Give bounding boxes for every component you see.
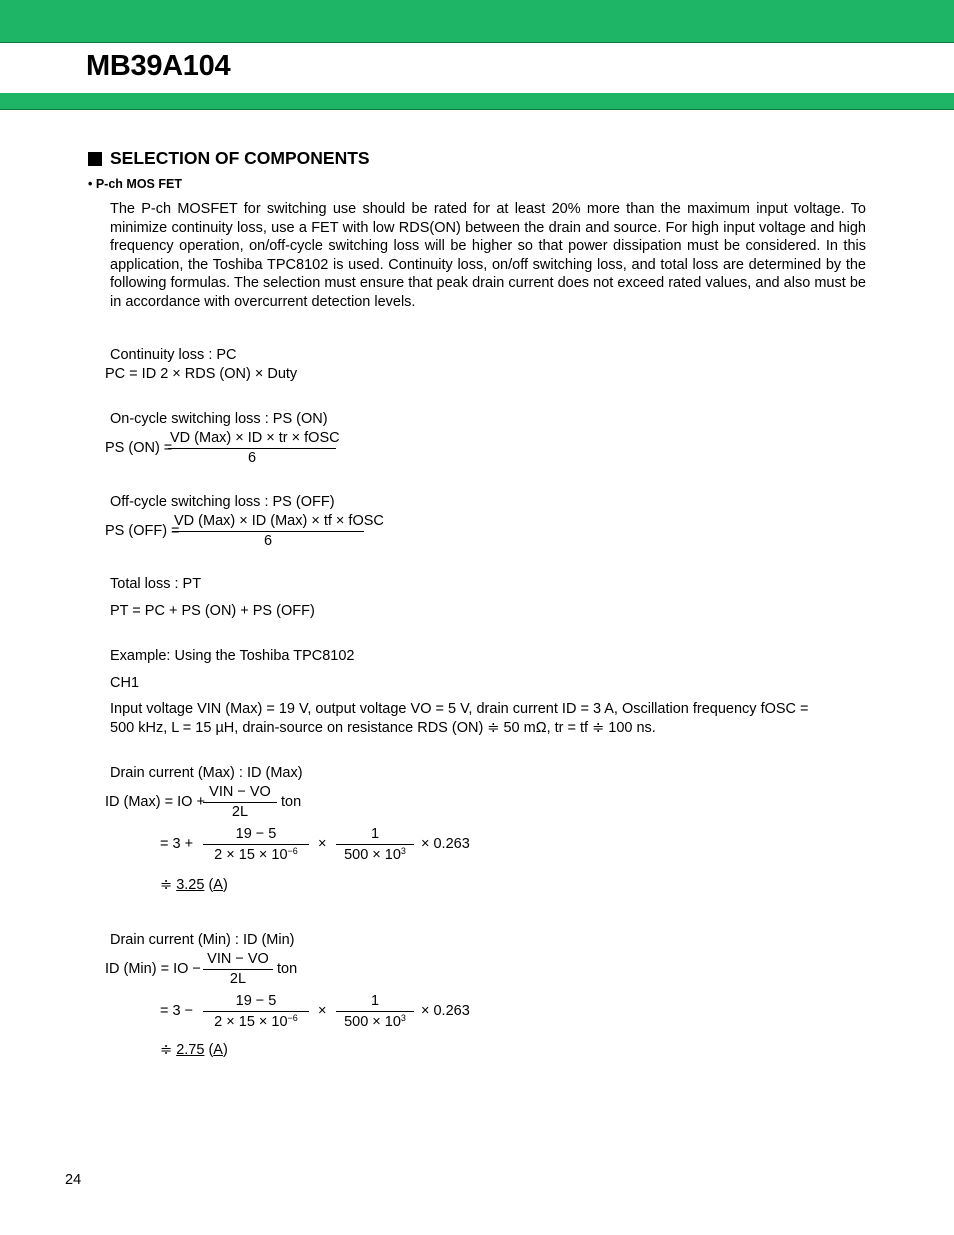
- drain-max-factor: × 0.263: [421, 836, 470, 852]
- off-cycle-loss-label: Off-cycle switching loss : PS (OFF): [110, 494, 335, 510]
- total-loss-formula: PT = PC + PS (ON) + PS (OFF): [110, 603, 315, 619]
- on-cycle-formula-lhs: PS (ON) =: [105, 440, 173, 456]
- on-cycle-loss-label: On-cycle switching loss : PS (ON): [110, 411, 328, 427]
- drain-min-fraction: [203, 952, 273, 986]
- header-band-top: [0, 0, 954, 43]
- example-title: Example: Using the Toshiba TPC8102: [110, 648, 355, 664]
- drain-max-step2-den: $500 \times 10^3$: [344, 845, 406, 863]
- section-heading: [88, 148, 370, 169]
- on-cycle-denominator: 6: [247, 449, 257, 466]
- header-band-bottom: [0, 93, 954, 110]
- drain-max-times: ×: [318, 836, 327, 852]
- drain-max-step-num: 19 − 5: [203, 827, 309, 845]
- example-channel: CH1: [110, 675, 140, 691]
- drain-min-step-num: 19 − 5: [203, 994, 309, 1012]
- drain-max-fraction: [203, 785, 277, 819]
- drain-max-step-fraction: [203, 827, 309, 862]
- example-conditions-line2: 500 kHz, L = 15 µH, drain-source on resistance RDS (ON) ≑ 50 mΩ, tr = tf ≑ 100 ns.: [110, 720, 656, 736]
- drain-min-result: ≑ 2.75 (A): [160, 1042, 228, 1058]
- continuity-loss-formula: PC = ID 2 × RDS (ON) × Duty: [105, 366, 298, 382]
- drain-max-step-prefix: = 3 +: [160, 836, 194, 852]
- drain-min-step2-fraction: [336, 994, 414, 1029]
- drain-max-step2-num: 1: [336, 827, 414, 845]
- drain-min-step-fraction: [203, 994, 309, 1029]
- drain-max-ton: ton: [281, 794, 302, 810]
- drain-min-step-prefix: = 3 −: [160, 1003, 194, 1019]
- drain-min-step2-den: $500 \times 10^3$: [344, 1012, 406, 1030]
- total-loss-label: Total loss : PT: [110, 576, 202, 592]
- drain-max-result: ≑ 3.25 (A): [160, 877, 228, 893]
- off-cycle-numerator: VD (Max) × ID (Max) × tf × fOSC: [172, 514, 364, 532]
- drain-max-lhs: ID (Max) = IO +: [105, 794, 205, 810]
- example-conditions-line1: Input voltage VIN (Max) = 19 V, output voltage VO = 5 V, drain current ID = 3 A, Oscillation frequency fOSC =: [110, 701, 809, 717]
- drain-max-step2-fraction: [336, 827, 414, 862]
- drain-min-step-den: $2 \times 15 \times 10^{-6}$: [214, 1012, 298, 1030]
- off-cycle-formula-lhs: PS (OFF) =: [105, 523, 180, 539]
- off-cycle-fraction: [172, 513, 384, 549]
- document-title: MB39A104: [86, 50, 231, 82]
- drain-max-fraction-num: VIN − VO: [203, 785, 277, 803]
- drain-min-times: ×: [318, 1003, 327, 1019]
- drain-max-fraction-den: 2L: [231, 803, 249, 820]
- page-number: 24: [65, 1172, 82, 1188]
- drain-min-label: Drain current (Min) : ID (Min): [110, 932, 295, 948]
- drain-min-fraction-den: 2L: [229, 970, 247, 987]
- on-cycle-fraction: [168, 430, 340, 466]
- square-bullet-icon: [88, 152, 102, 166]
- drain-min-step2-num: 1: [336, 994, 414, 1012]
- section-heading-text: SELECTION OF COMPONENTS: [110, 148, 370, 168]
- drain-min-ton: ton: [277, 961, 298, 977]
- off-cycle-denominator: 6: [263, 532, 273, 549]
- drain-max-label: Drain current (Max) : ID (Max): [110, 765, 303, 781]
- drain-min-lhs: ID (Min) = IO −: [105, 961, 201, 977]
- intro-paragraph: The P-ch MOSFET for switching use should be rated for at least 20% more than the maximum input voltage. To minimize continuity loss, use a FET with low RDS(ON) between the drain and source. For high input voltage and high frequency operation, on/off-cycle switching loss will be higher so that power dissipation must be considered. In this application, the Toshiba TPC8102 is used. Continuity loss, on/off switching loss, and total loss are determined by the following formulas. The selection must ensure that peak drain current does not exceed rated values, and also must be in accordance with overcurrent detection levels.: [110, 201, 866, 310]
- drain-min-fraction-num: VIN − VO: [203, 952, 273, 970]
- drain-max-step-den: $2 \times 15 \times 10^{-6}$: [214, 845, 298, 863]
- on-cycle-numerator: VD (Max) × ID × tr × fOSC: [168, 431, 336, 449]
- drain-min-factor: × 0.263: [421, 1003, 470, 1019]
- continuity-loss-label: Continuity loss : PC: [110, 347, 237, 363]
- subsection-heading: • P-ch MOS FET: [88, 177, 182, 191]
